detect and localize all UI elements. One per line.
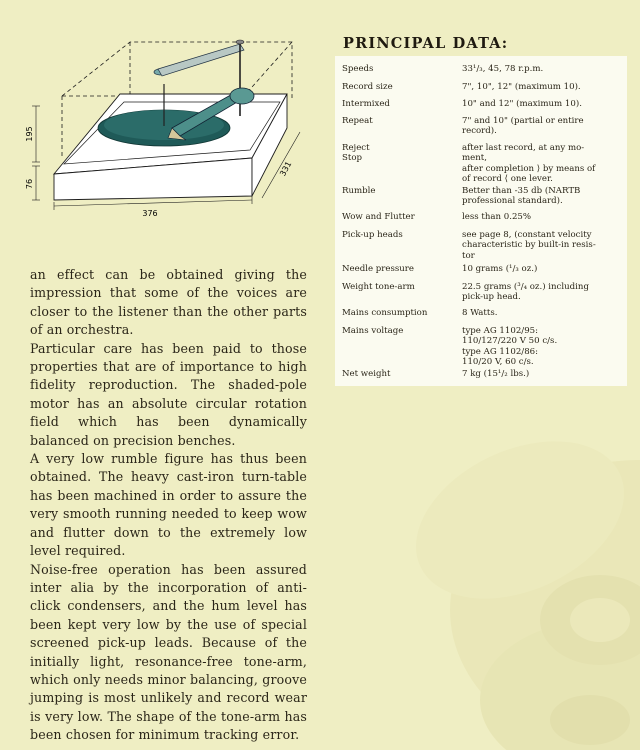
data-row-label [342,116,454,126]
data-row-value [462,99,627,109]
data-row-value [462,282,627,303]
data-row-value-line: 110/127/220 V 50 c/s. [462,336,558,347]
data-row-label-line: Net weight [342,369,391,379]
data-row-value-line: tor [462,250,475,261]
data-row-label-line: Wow and Flutter [342,212,415,222]
body-text-column [30,266,307,745]
data-row-value-line: after completion ⟩ by means of [462,163,596,174]
data-row-label [342,212,454,222]
data-row-value [462,186,627,207]
data-row-value [462,230,627,261]
data-row-label [342,99,454,109]
data-row-label-line: Repeat [342,116,373,126]
data-row-label [342,264,454,274]
data-row-value-line: type AG 1102/95: [462,326,539,336]
data-row-value-line: pick-up head. [462,292,521,303]
data-row-label [342,230,454,240]
data-row-label-line: Rumble [342,186,376,196]
data-row-value-line: record). [462,126,497,137]
data-row-value [462,326,627,368]
data-row-value [462,143,627,185]
data-row-label-line: Reject [342,143,370,153]
data-row-value-line: type AG 1102/86: [462,346,539,357]
data-row-value-line: of record ⟨ one lever. [462,174,553,185]
data-row-value-line: characteristic by built-in resis- [462,240,596,251]
principal-data-title: PRINCIPAL DATA: [343,35,509,52]
data-row-value [462,264,627,274]
data-row-label [342,143,454,164]
data-row-label [342,326,454,336]
paragraph: Particular care has been paid to those properties that are of importance to high fidelity reproduction. The shaded-pole motor has an absolute circular rotation field which has been dynamically balanced on precision benches. [30,340,307,448]
data-row-label-line: Pick-up heads [342,230,403,240]
data-row-value-line: 10" and 12" (maximum 10). [462,99,582,109]
data-row-value [462,82,627,92]
data-row-label-line: Record size [342,82,393,92]
data-row-value-line: 110/20 V, 60 c/s. [462,357,534,368]
data-row-value-line: see page 8, (constant velocity [462,230,592,240]
data-row-value [462,308,627,318]
dim-depth: 331 [278,159,294,178]
dim-height-base: 76 [25,178,34,190]
data-row-label-line: Speeds [342,64,374,74]
data-row-value-line: 10 grams (¹/₃ oz.) [462,264,538,274]
data-row-value-line: 22.5 grams (³/₄ oz.) including [462,282,589,292]
data-row-value-line: less than 0.25% [462,212,532,222]
data-row-label-line: Weight tone-arm [342,282,415,292]
data-row-label [342,282,454,292]
data-row-label-line: Mains consumption [342,308,428,318]
paragraph: an effect can be obtained giving the impression that some of the voices are closer to the listener than the other parts of an orchestra. [30,267,307,338]
data-row-value [462,116,627,137]
data-row-label-line: Needle pressure [342,264,415,274]
data-row-value-line: 7", 10", 12" (maximum 10). [462,82,581,92]
data-row-value-line: 7 kg (15¹/₂ lbs.) [462,369,530,379]
data-row-label-line: Mains voltage [342,326,404,336]
paragraph: Noise-free operation has been assured inter alia by the incorporation of anti-click condensers, and the hum level has been kept very low by the use of special screened pick-up leads. Because of the initially light, resonance-free tone-arm, which only needs minor balancing, groove jumping is most unlikely and record wear is very low. The shape of the tone-arm has been chosen for minimum tracking error. [30,561,307,743]
data-row-value-line: 7" and 10" (partial or entire [462,116,584,126]
data-row-value-line: 8 Watts. [462,308,498,318]
data-row-value [462,369,627,379]
data-row-value-line: after last record, at any mo- [462,143,585,153]
data-row-label [342,369,454,379]
data-row-value-line: ment, [462,153,487,164]
data-row-label [342,308,454,318]
data-row-value-line: professional standard). [462,196,563,207]
record-changer-drawing [22,36,322,266]
data-row-value-line: Better than -35 db (NARTB [462,186,581,196]
data-row-value [462,64,627,74]
data-row-label-line: Stop [342,153,363,164]
data-row-label-line: Intermixed [342,99,390,109]
data-row-value-line: 33¹/₃, 45, 78 r.p.m. [462,64,544,74]
dim-height-top: 195 [25,126,34,142]
paragraph: A very low rumble figure has thus been obtained. The heavy cast-iron turn-table has been machined in order to assure the very smooth running needed to keep wow and flutter down to the extremely low level required. [30,451,307,559]
data-row-value [462,212,627,222]
data-row-label [342,82,454,92]
data-row-label [342,186,454,196]
dim-width: 376 [142,209,158,218]
data-row-label [342,64,454,74]
